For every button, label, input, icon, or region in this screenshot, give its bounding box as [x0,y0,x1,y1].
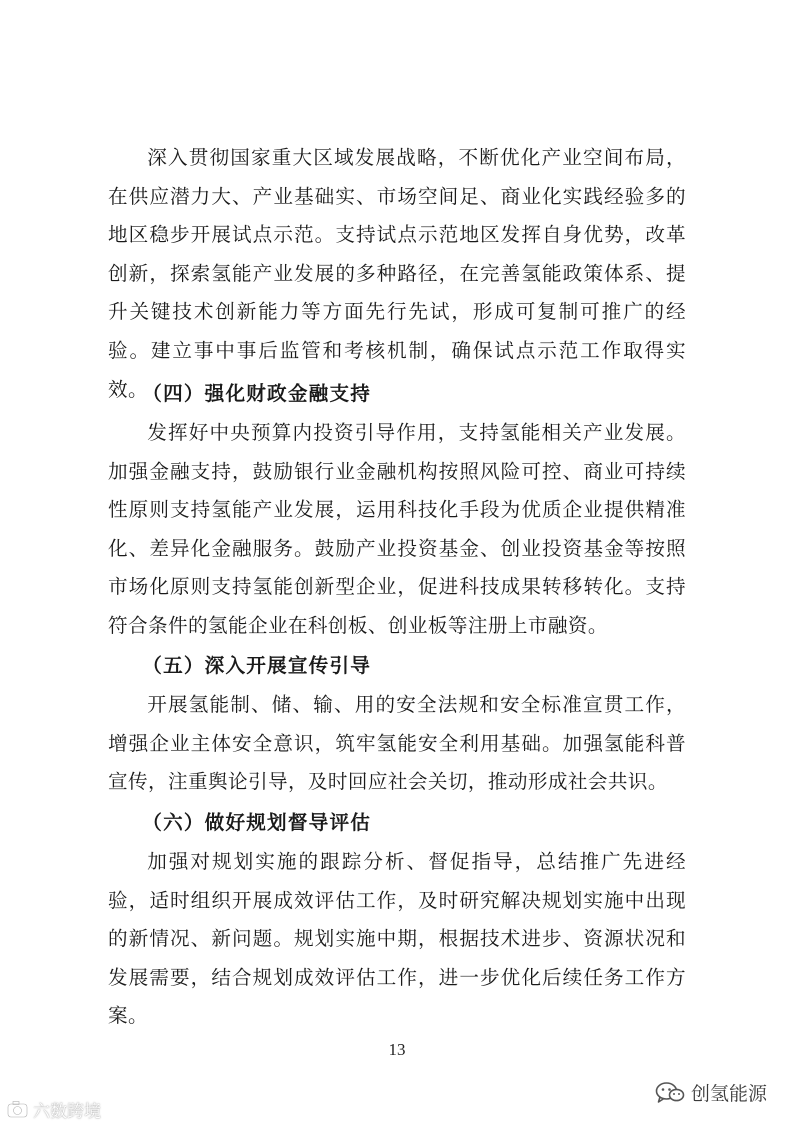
section-heading: （五）深入开展宣传引导 [142,654,372,677]
section-heading: （六）做好规划督导评估 [142,811,372,834]
page-number: 13 [388,1040,406,1059]
site-watermark [6,1097,101,1122]
wechat-account-name: 创氢能源 [691,1083,768,1105]
section-heading: （四）强化财政金融支持 [142,382,372,405]
body-paragraph: 开展氢能制、储、输、用的安全法规和安全标准宣贯工作，增强企业主体安全意识，筑牢氢能安全利用基础。加强氢能科普宣传，注重舆论引导，及时回应社会关切，推动形成社会共识。 [108,693,686,794]
watermark-text: 六数跨境 [33,1102,101,1122]
body-paragraph: 加强对规划实施的跟踪分析、督促指导，总结推广先进经验，适时组织开展成效评估工作，及时研究解决规划实施中出现的新情况、新问题。规划实施中期，根据技术进步、资源状况和发展需要，结合规划成效评估工作，进一步优化后续任务工作方案。 [108,850,686,1028]
camera-logo-icon [6,1100,30,1120]
wechat-account-mark [655,1079,767,1106]
body-paragraph: 发挥好中央预算内投资引导作用，支持氢能相关产业发展。加强金融支持，鼓励银行业金融机构按照风险可控、商业可持续性原则支持氢能产业发展，运用科技化手段为优质企业提供精准化、差异化金融服务。鼓励产业投资基金、创业投资基金等按照市场化原则支持氢能创新型企业，促进科技成果转移转化。支持符合条件的氢能企业在科创板、创业板等注册上市融资。 [108,421,686,637]
body-paragraph: 深入贯彻国家重大区域发展战略，不断优化产业空间布局，在供应潜力大、产业基础实、市场空间足、商业化实践经验多的地区稳步开展试点示范。支持试点示范地区发挥自身优势，改革创新，探索氢能产业发展的多种路径，在完善氢能政策体系、提升关键技术创新能力等方面先行先试，形成可复制可推广的经验。建立事中事后监管和考核机制，确保试点示范工作取得实效。 [108,146,686,401]
wechat-icon [655,1081,685,1105]
